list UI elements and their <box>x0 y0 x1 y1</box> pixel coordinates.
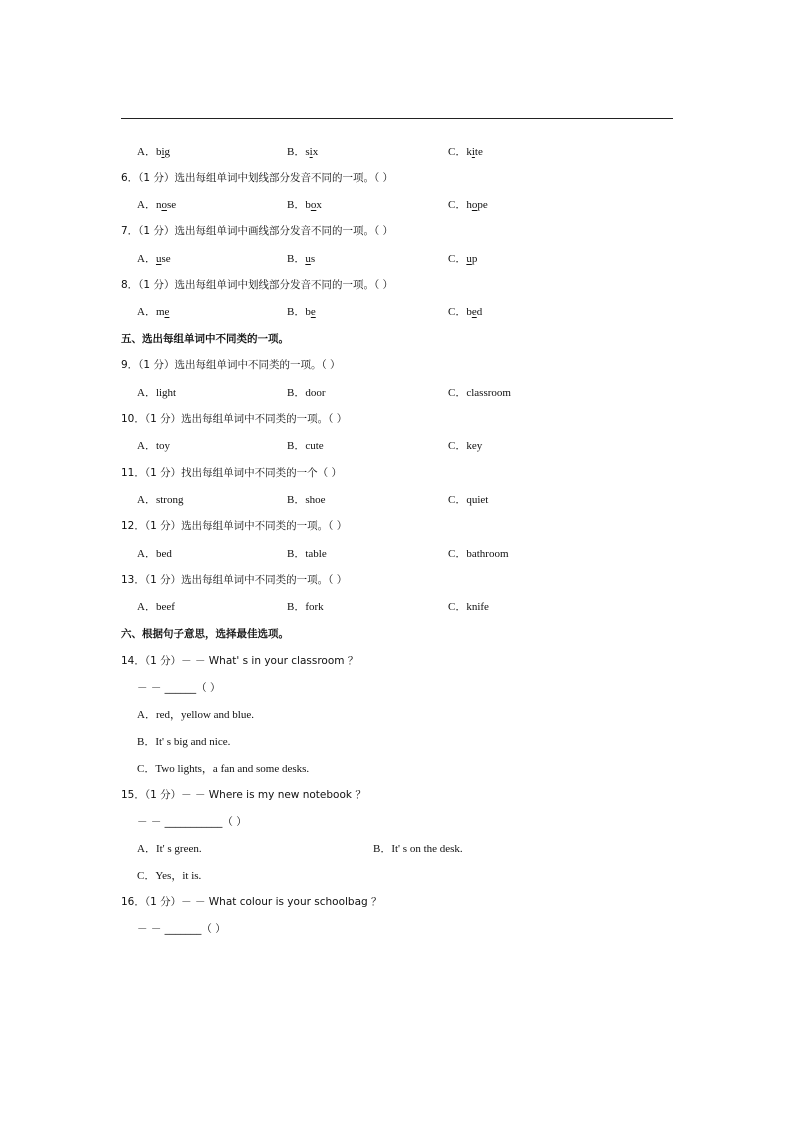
q15-answer-blank: － － ___________（ ） <box>137 816 247 828</box>
q13-option-c: C．knife <box>448 601 489 613</box>
header-rule <box>121 118 673 119</box>
question-16: 16．（1 分）－ － What colour is your schoolbag ？ <box>121 896 382 908</box>
q9-option-c: C．classroom <box>448 387 511 399</box>
q15-option-c: C．Yes，it is. <box>137 870 202 882</box>
question-8: 8．（1 分）选出每组单词中划线部分发音不同的一项。（ ） <box>121 279 394 291</box>
q5-option-c: C．kite <box>448 146 483 158</box>
section-6-heading: 六、根据句子意思，选择最佳选项。 <box>121 628 289 640</box>
q11-option-a: A．strong <box>137 494 184 506</box>
q11-option-b: B．shoe <box>287 494 326 506</box>
q6-option-c: C．hope <box>448 199 488 211</box>
q7-option-c: C．up <box>448 253 478 265</box>
question-9: 9．（1 分）选出每组单词中不同类的一项。（ ） <box>121 359 341 371</box>
question-10: 10．（1 分）选出每组单词中不同类的一项。（ ） <box>121 413 348 425</box>
q7-option-b: B．us <box>287 253 316 265</box>
q9-option-a: A．light <box>137 387 177 399</box>
q12-option-b: B．table <box>287 548 327 560</box>
q14-answer-blank: － － ______（ ） <box>137 682 221 694</box>
question-6: 6．（1 分）选出每组单词中划线部分发音不同的一项。（ ） <box>121 172 394 184</box>
question-7: 7．（1 分）选出每组单词中画线部分发音不同的一项。（ ） <box>121 225 394 237</box>
q6-option-a: A．nose <box>137 199 177 211</box>
q11-option-c: C．quiet <box>448 494 489 506</box>
q13-option-b: B．fork <box>287 601 324 613</box>
q14-option-c: C．Two lights，a fan and some desks. <box>137 763 310 775</box>
q8-option-b: B．be <box>287 306 316 318</box>
q14-option-a: A．red，yellow and blue. <box>137 709 254 721</box>
q10-option-a: A．toy <box>137 440 170 452</box>
q14-option-b: B．It' s big and nice. <box>137 736 231 748</box>
question-15: 15．（1 分）－ － Where is my new notebook ？ <box>121 789 366 801</box>
section-5-heading: 五、选出每组单词中不同类的一项。 <box>121 333 289 345</box>
q8-option-c: C．bed <box>448 306 483 318</box>
q9-option-b: B．door <box>287 387 326 399</box>
q5-option-a: A．big <box>137 146 171 158</box>
q12-option-c: C．bathroom <box>448 548 509 560</box>
q8-option-a: A．me <box>137 306 170 318</box>
question-11: 11．（1 分）找出每组单词中不同类的一个（ ） <box>121 467 342 479</box>
question-12: 12．（1 分）选出每组单词中不同类的一项。（ ） <box>121 520 348 532</box>
q10-option-c: C．key <box>448 440 483 452</box>
q5-option-b: B．six <box>287 146 319 158</box>
q6-option-b: B．box <box>287 199 322 211</box>
question-14: 14．（1 分）－ － What' s in your classroom ？ <box>121 655 359 667</box>
q10-option-b: B．cute <box>287 440 324 452</box>
q16-answer-blank: － － _______（ ） <box>137 923 226 935</box>
question-13: 13．（1 分）选出每组单词中不同类的一项。（ ） <box>121 574 348 586</box>
q7-option-a: A．use <box>137 253 171 265</box>
q12-option-a: A．bed <box>137 548 172 560</box>
q13-option-a: A．beef <box>137 601 175 613</box>
q15-option-b: B．It' s on the desk. <box>373 843 463 855</box>
q15-option-a: A．It' s green. <box>137 843 202 855</box>
